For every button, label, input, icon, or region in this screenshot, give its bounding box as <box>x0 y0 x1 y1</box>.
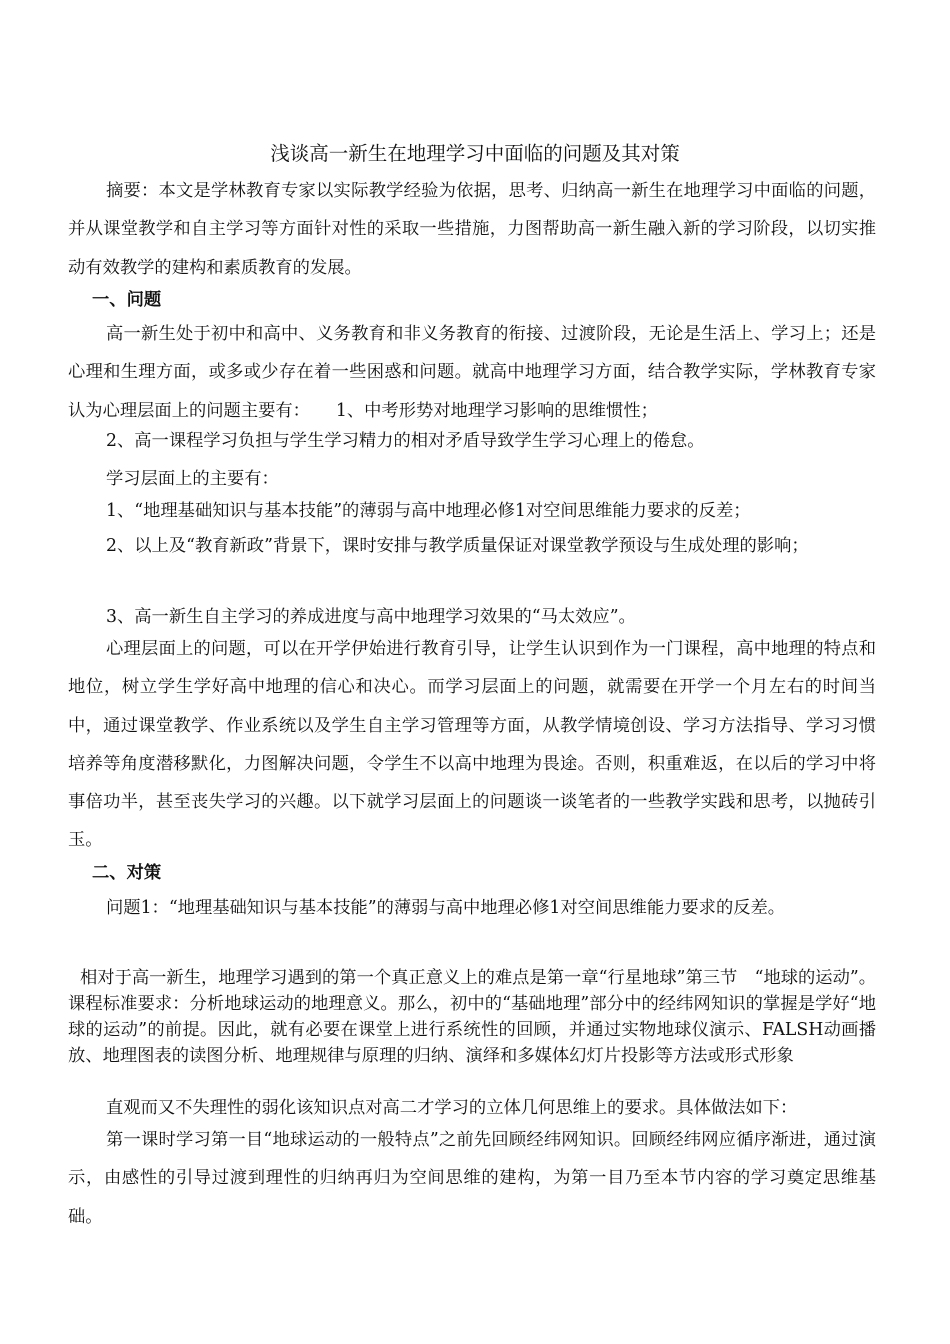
countermeasure-paragraph-b: 直观而又不失理性的弱化该知识点对高二才学习的立体几何思维上的要求。具体做法如下： <box>106 1098 798 1118</box>
problem-point-2: 2、高一课程学习负担与学生学习精力的相对矛盾导致学生学习心理上的倦怠。 <box>106 431 705 451</box>
problems-intro-paragraph: 高一新生处于初中和高中、义务教育和非义务教育的衔接、过渡阶段，无论是生活上、学习上；还是心理和生理方面，或多或少存在着一些困惑和问题。就高中地理学习方面，结合教学实际，学林教育专家认为心理层面上的问题主要有： 1、中考形势对地理学习影响的思维惯性； <box>68 324 876 421</box>
study-point-2: 2、以上及“教育新政”背景下，课时安排与教学质量保证对课堂教学预设与生成处理的影响； <box>106 536 809 556</box>
countermeasure-paragraph-a: 相对于高一新生，地理学习遇到的第一个真正意义上的难点是第一章“行星地球”第三节 “地球的运动”。课程标准要求：分析地球运动的地理意义。那么，初中的“基础地理”部分中的经纬网知识的掌握是学好“地球的运动”的前提。因此，就有必要在课堂上进行系统性的回顾，并通过实物地球仪演示、FALSH动画播放、地理图表的读图分析、地理规律与原理的归纳、演绎和多媒体幻灯片投影等方法或形式形象 <box>68 968 876 1066</box>
study-point-1: 1、“地理基础知识与基本技能”的薄弱与高中地理必修1对空间思维能力要求的反差； <box>106 501 751 521</box>
section-heading-countermeasures: 二、对策 <box>92 863 162 883</box>
study-level-intro: 学习层面上的主要有： <box>106 469 279 489</box>
abstract-paragraph: 摘要：本文是学林教育专家以实际教学经验为依据，思考、归纳高一新生在地理学习中面临的问题，并从课堂教学和自主学习等方面针对性的采取一些措施，力图帮助高一新生融入新的学习阶段，以切实推动有效教学的建构和素质教育的发展。 <box>68 181 876 278</box>
section-heading-problems: 一、问题 <box>92 290 162 310</box>
study-point-3: 3、高一新生自主学习的养成进度与高中地理学习效果的“马太效应”。 <box>106 607 636 627</box>
discussion-paragraph: 心理层面上的问题，可以在开学伊始进行教育引导，让学生认识到作为一门课程，高中地理的特点和地位，树立学生学好高中地理的信心和决心。而学习层面上的问题，就需要在开学一个月左右的时间当中，通过课堂教学、作业系统以及学生自主学习管理等方面，从教学情境创设、学习方法指导、学习习惯培养等角度潜移默化，力图解决问题，令学生不以高中地理为畏途。否则，积重难返，在以后的学习中将事倍功半，甚至丧失学习的兴趣。以下就学习层面上的问题谈一谈笔者的一些教学实践和思考，以抛砖引玉。 <box>68 639 876 851</box>
document-title: 浅谈高一新生在地理学习中面临的问题及其对策 <box>270 142 680 165</box>
problem-1-statement: 问题1：“地理基础知识与基本技能”的薄弱与高中地理必修1对空间思维能力要求的反差。 <box>106 898 786 918</box>
countermeasure-paragraph-c: 第一课时学习第一目“地球运动的一般特点”之前先回顾经纬网知识。回顾经纬网应循序渐进，通过演示，由感性的引导过渡到理性的归纳再归为空间思维的建构，为第一目乃至本节内容的学习奠定思维基础。 <box>68 1130 876 1227</box>
